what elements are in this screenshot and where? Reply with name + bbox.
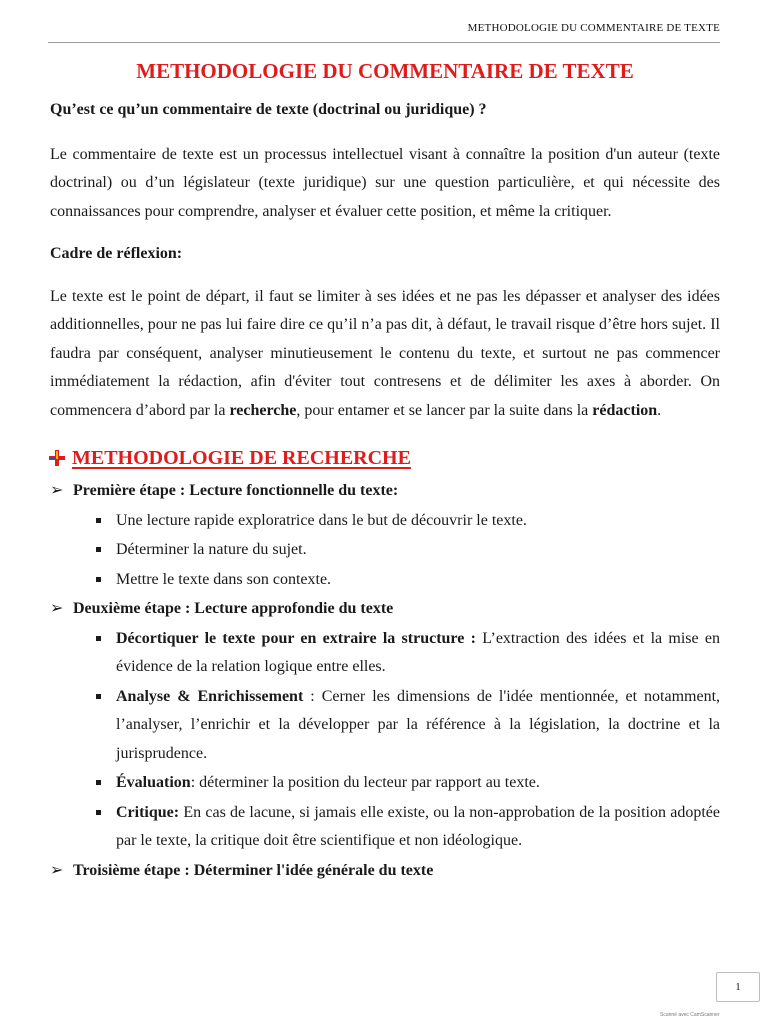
list-item-text: En cas de lacune, si jamais elle existe, ou la non-approbation de la position adoptée par le texte, la critique doit être scientifique et non idéologique. <box>116 803 720 849</box>
cadre-text-3: . <box>657 401 662 419</box>
cadre-text-2: , pour entamer et se lancer par la suite dans la <box>296 401 593 419</box>
step-heading <box>50 595 720 624</box>
header-rule <box>48 42 720 43</box>
bullet-list <box>50 507 720 595</box>
cadre-text-1: Le texte est le point de départ, il faut se limiter à ses idées et ne pas les dépasser et analyser des idées additionnelles, pour ne pas lui faire dire ce qu’il n’a pas dit, à défaut, le travail risque d’être hors sujet. Il faudra par conséquent, analyser minutieusement le contenu du texte, et surtout ne pas commencer immédiatement la rédaction, afin d'éviter tout contresens et de délimiter les axes à aborder. On commencera d’abord par la <box>50 287 720 419</box>
page-number: 1 <box>716 972 760 1002</box>
list-item <box>94 625 720 682</box>
list-item-text: Mettre le texte dans son contexte. <box>116 570 332 588</box>
step-label: Troisième étape : Déterminer l'idée générale du texte <box>73 861 434 879</box>
scan-watermark: Scanné avec CamScanner <box>660 1012 720 1018</box>
step-label: Deuxième étape : Lecture approfondie du texte <box>73 600 394 617</box>
square-bullet-icon <box>96 518 101 523</box>
list-item <box>94 507 720 536</box>
square-bullet-icon <box>96 694 101 699</box>
list-item <box>94 799 720 856</box>
step-heading <box>50 857 720 886</box>
question-heading: Qu’est ce qu’un commentaire de texte (doctrinal ou juridique) ? <box>50 101 487 118</box>
list-item <box>94 536 720 565</box>
list-item <box>94 769 720 798</box>
arrow-right-icon: ➢ <box>50 861 64 879</box>
section-methodologie-recherche <box>48 443 720 473</box>
list-item-bold: Critique: <box>116 803 180 821</box>
square-bullet-icon <box>96 577 101 582</box>
document-body <box>50 56 720 885</box>
document-title: METHODOLOGIE DU COMMENTAIRE DE TEXTE <box>136 59 634 83</box>
list-item-bold: Analyse & Enrichissement <box>116 687 304 705</box>
list-item-bold: Évaluation <box>116 774 191 791</box>
cadre-bold-recherche: recherche <box>229 401 297 419</box>
arrow-right-icon: ➢ <box>50 600 64 617</box>
step-label: Première étape : Lecture fonctionnelle du texte: <box>73 482 399 499</box>
bullet-list <box>50 625 720 856</box>
arrow-right-icon: ➢ <box>50 482 64 499</box>
list-item-text: L’extraction des idées et la mise en évidence de la relation logique entre elles. <box>116 629 721 675</box>
list-item-bold: Décortiquer le texte pour en extraire la structure : <box>116 629 476 647</box>
square-bullet-icon <box>96 547 101 552</box>
intro-paragraph: Le commentaire de texte est un processus intellectuel visant à connaître la position d'un auteur (texte doctrinal) ou d’un législateur (texte juridique) sur une question particulière, et qui nécessite des connaissances pour comprendre, analyser et évaluer cette position, et même la critiquer. <box>50 145 720 220</box>
step-heading <box>50 477 720 506</box>
section-title: METHODOLOGIE DE RECHERCHE <box>72 447 411 469</box>
running-header: METHODOLOGIE DU COMMENTAIRE DE TEXTE <box>467 22 720 34</box>
square-bullet-icon <box>96 636 101 641</box>
steps-list <box>50 477 720 885</box>
cadre-bold-redaction: rédaction <box>592 401 658 419</box>
list-item <box>94 566 720 595</box>
list-item-text: : Cerner les dimensions de l'idée mentionnée, et notamment, l’analyser, l’enrichir et la développer par la référence à la législation, la doctrine et la jurisprudence. <box>116 687 721 762</box>
cadre-heading: Cadre de réflexion: <box>50 245 183 262</box>
square-bullet-icon <box>96 810 101 815</box>
list-item <box>94 683 720 769</box>
square-bullet-icon <box>96 780 101 785</box>
list-item-text: : déterminer la position du lecteur par rapport au texte. <box>190 774 540 791</box>
list-item-text: Déterminer la nature du sujet. <box>116 541 307 558</box>
plus-icon <box>48 449 66 467</box>
list-item-text: Une lecture rapide exploratrice dans le but de découvrir le texte. <box>116 511 527 529</box>
cadre-paragraph <box>50 283 720 426</box>
